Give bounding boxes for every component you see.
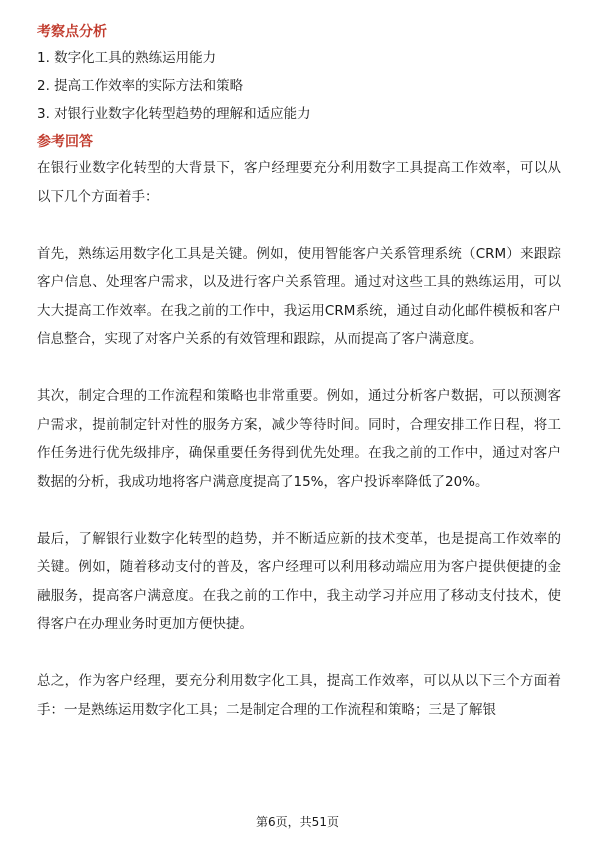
section-heading-reference-answer: 参考回答 [37,134,93,150]
list-item: 3. 对银行业数字化转型趋势的理解和适应能力 [37,106,311,122]
paragraph-intro: 在银行业数字化转型的大背景下，客户经理要充分利用数字工具提高工作效率，可以从以下几个方面着手： [37,160,561,205]
page-content [37,20,561,724]
paragraph-third: 最后，了解银行业数字化转型的趋势，并不断适应新的技术变革，也是提高工作效率的关键。例如，随着移动支付的普及，客户经理可以利用移动端应用为客户提供便捷的金融服务，提高客户满意度。在我之前的工作中，我主动学习并应用了移动支付技术，使得客户在办理业务时更加方便快捷。 [37,530,561,632]
paragraph-summary: 总之，作为客户经理，要充分利用数字化工具，提高工作效率，可以从以下三个方面着手：一是熟练运用数字化工具；二是制定合理的工作流程和策略；三是了解银 [37,673,561,718]
analysis-list [37,48,561,124]
list-item: 2. 提高工作效率的实际方法和策略 [37,78,244,94]
page-number-footer: 第6页，共51页 [256,815,339,829]
paragraph-second: 其次，制定合理的工作流程和策略也非常重要。例如，通过分析客户数据，可以预测客户需求，提前制定针对性的服务方案，减少等待时间。同时，合理安排工作日程，将工作任务进行优先级排序，确保重要任务得到优先处理。在我之前的工作中，通过对客户数据的分析，我成功地将客户满意度提高了15%，客户投诉率降低了20%。 [37,388,561,490]
list-item: 1. 数字化工具的熟练运用能力 [37,50,217,66]
paragraph-first: 首先，熟练运用数字化工具是关键。例如，使用智能客户关系管理系统（CRM）来跟踪客户信息、处理客户需求，以及进行客户关系管理。通过对这些工具的熟练运用，可以大大提高工作效率。在我之前的工作中，我运用CRM系统，通过自动化邮件模板和客户信息整合，实现了对客户关系的有效管理和跟踪，从而提高了客户满意度。 [37,245,561,347]
section-heading-analysis: 考察点分析 [37,24,107,40]
